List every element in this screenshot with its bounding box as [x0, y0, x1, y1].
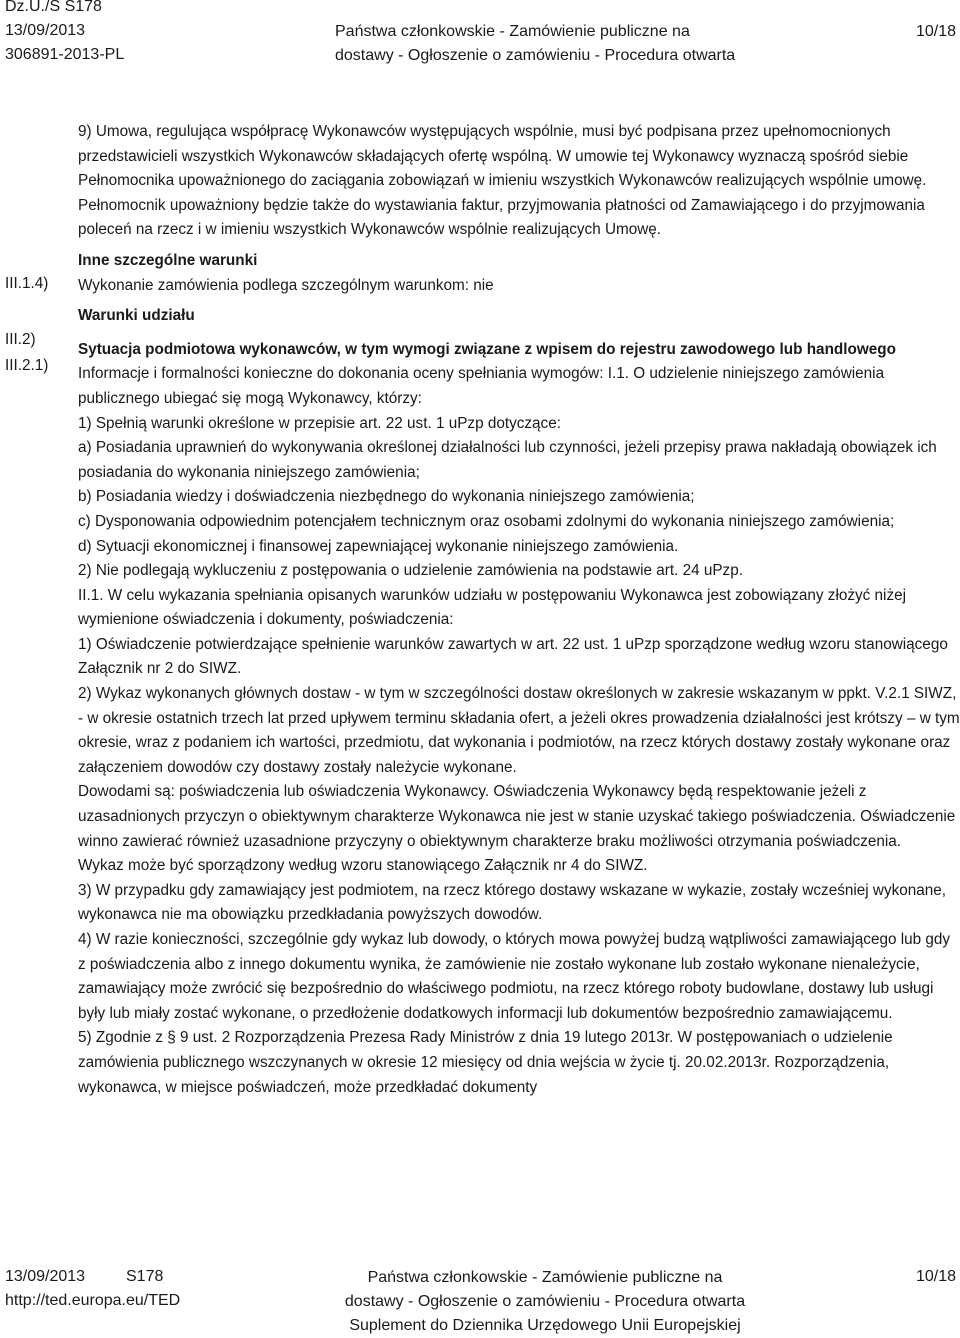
header-title-line1: Państwa członkowskie - Zamówienie publiczne na	[335, 23, 690, 40]
document-id: 306891-2013-PL	[5, 46, 125, 63]
body-line: c) Dysponowania odpowiednim potencjałem technicznym oraz osobami zdolnymi do wykonania niniejszego zamówienia;	[78, 512, 895, 530]
heading-sytuacja-podmiotowa: Sytuacja podmiotowa wykonawców, w tym wymogi związane z wpisem do rejestru zawodowego lub handlowego	[78, 340, 896, 358]
footer-url[interactable]: http://ted.europa.eu/TED	[5, 1292, 181, 1309]
footer-title	[310, 1266, 780, 1338]
body-line: 4) W razie konieczności, szczególnie gdy wykaz lub dowody, o których mowa powyżej budzą wątpliwości zamawiającego lub gdy z poświadczenia albo z innego dokumentu wynika, że zamówienie nie zostało wykonane lub zostało wykonane nienależycie, zamawiający może zwrócić się bezpośrednio do właściwego podmiotu, na rzecz którego roboty budowlane, dostawy lub usługi były lub miały zostać wykonane, o przedłożenie dodatkowych informacji lub dokumentów bezpośrednio zamawiającemu.	[78, 931, 951, 1022]
section-number-iii-2-1: III.2.1)	[5, 357, 49, 374]
body-line: II.1. W celu wykazania spełniania opisanych warunków udziału w postępowaniu Wykonawca jest zobowiązany złożyć niżej wymienione oświadczenia i dokumenty, poświadczenia:	[78, 586, 907, 629]
body-line: b) Posiadania wiedzy i doświadczenia niezbędnego do wykonania niniejszego zamówienia;	[78, 488, 695, 506]
header-date: 13/09/2013	[5, 22, 86, 39]
body-line: Wykaz może być sporządzony według wzoru stanowiącego Załącznik nr 4 do SIWZ.	[78, 857, 648, 875]
footer-page-number: 10/18	[915, 1268, 956, 1285]
header-page-number: 10/18	[915, 23, 956, 40]
body-line: 2) Wykaz wykonanych głównych dostaw - w tym w szczególności dostaw określonych w zakresie wskazanym w ppkt. V.2.1 SIWZ, - w okresie ostatnich trzech lat przed upływem terminu składania ofert, a jeżeli okres prowadzenia działalności jest krótszy – w tym okresie, wraz z podaniem ich wartości, przedmiotu, dat wykonania i podmiotów, na rzecz których dostawy zostały wykonane oraz załączeniem dowodów czy dostawy zostały należycie wykonane.	[78, 685, 960, 776]
body-line: 3) W przypadku gdy zamawiający jest podmiotem, na rzecz którego dostawy wskazane w wykazie, zostały wcześniej wykonane, wykonawca nie ma obowiązku przedkładania powyższych dowodów.	[78, 881, 947, 924]
page-header	[0, 0, 960, 70]
heading-inne-warunki: Inne szczególne warunki	[78, 251, 258, 269]
paragraph-umowa: 9) Umowa, regulująca współpracę Wykonawców występujących wspólnie, musi być podpisana przez upełnomocnionych przedstawicieli wszystkich Wykonawców składających ofertę wspólną. W umowie tej Wykonawcy wyznaczą spośród siebie Pełnomocnika upoważnionego do zaciągania zobowiązań w imieniu wszystkich Wykonawców realizujących wspólnie umowę. Pełnomocnik upoważniony będzie także do wystawiania faktur, przyjmowania płatności od Zamawiającego i do przyjmowania poleceń na rzecz i w imieniu wszystkich Wykonawców wspólnie realizujących Umowę.	[78, 123, 927, 239]
header-title	[335, 20, 755, 68]
body-line: 1) Oświadczenie potwierdzające spełnienie warunków zawartych w art. 22 ust. 1 uPzp sporządzone według wzoru stanowiącego Załącznik nr 2 do SIWZ.	[78, 635, 948, 678]
header-title-line2: dostawy - Ogłoszenie o zamówieniu - Procedura otwarta	[335, 47, 736, 64]
body-line: Dowodami są: poświadczenia lub oświadczenia Wykonawcy. Oświadczenia Wykonawcy będą respektowanie jeżeli z uzasadnionych przyczyn o obiektywnym charakterze Wykonawca nie jest w stanie uzyskać takiego poświadczenia. Oświadczenie winno zawierać również uzasadnione przyczyny o obiektywnym charakterze braku możliwości otrzymania poświadczenia.	[78, 783, 956, 850]
document-body	[78, 120, 960, 1100]
footer-date: 13/09/2013	[5, 1268, 86, 1285]
heading-warunki-udzialu: Warunki udziału	[78, 307, 195, 325]
body-line: 2) Nie podlegają wykluczeniu z postępowania o udzielenie zamówienia na podstawie art. 24 uPzp.	[78, 562, 743, 580]
body-line: 1) Spełnią warunki określone w przepisie art. 22 ust. 1 uPzp dotyczące:	[78, 414, 561, 432]
footer-issue: S178	[126, 1268, 164, 1285]
section-number-iii-2: III.2)	[5, 331, 36, 348]
body-line: d) Sytuacji ekonomicznej i finansowej zapewniającej wykonanie niniejszego zamówienia.	[78, 537, 679, 555]
body-line: Informacje i formalności konieczne do dokonania oceny spełniania wymogów: I.1. O udzielenie niniejszego zamówienia publicznego ubiegać się mogą Wykonawcy, którzy:	[78, 365, 885, 407]
section-number-iii-1-4: III.1.4)	[5, 275, 49, 292]
body-line: 5) Zgodnie z § 9 ust. 2 Rozporządzenia Prezesa Rady Ministrów z dnia 19 lutego 2013r. W postępowaniach o udzielenie zamówienia publicznego wszczynanych w okresie 12 miesięcy od dnia wejścia w życie tj. 20.02.2013r. Rozporządzenia, wykonawca, w miejsce poświadczeń, może przedkładać dokumenty	[78, 1029, 893, 1096]
journal-ref: Dz.U./S S178	[5, 0, 102, 15]
body-line: a) Posiadania uprawnień do wykonywania określonej działalności lub czynności, jeżeli przepisy prawa nakładają obowiązek ich posiadania do wykonania niniejszego zamówienia;	[78, 439, 937, 481]
footer-title-line2: dostawy - Ogłoszenie o zamówieniu - Procedura otwarta	[344, 1293, 746, 1310]
page-footer	[0, 1262, 960, 1334]
footer-title-line1: Państwa członkowskie - Zamówienie publiczne na	[367, 1269, 723, 1286]
footer-title-line3: Suplement do Dziennika Urzędowego Unii Europejskiej	[349, 1317, 741, 1334]
paragraph-inne-warunki: Wykonanie zamówienia podlega szczególnym warunkom: nie	[78, 276, 494, 294]
